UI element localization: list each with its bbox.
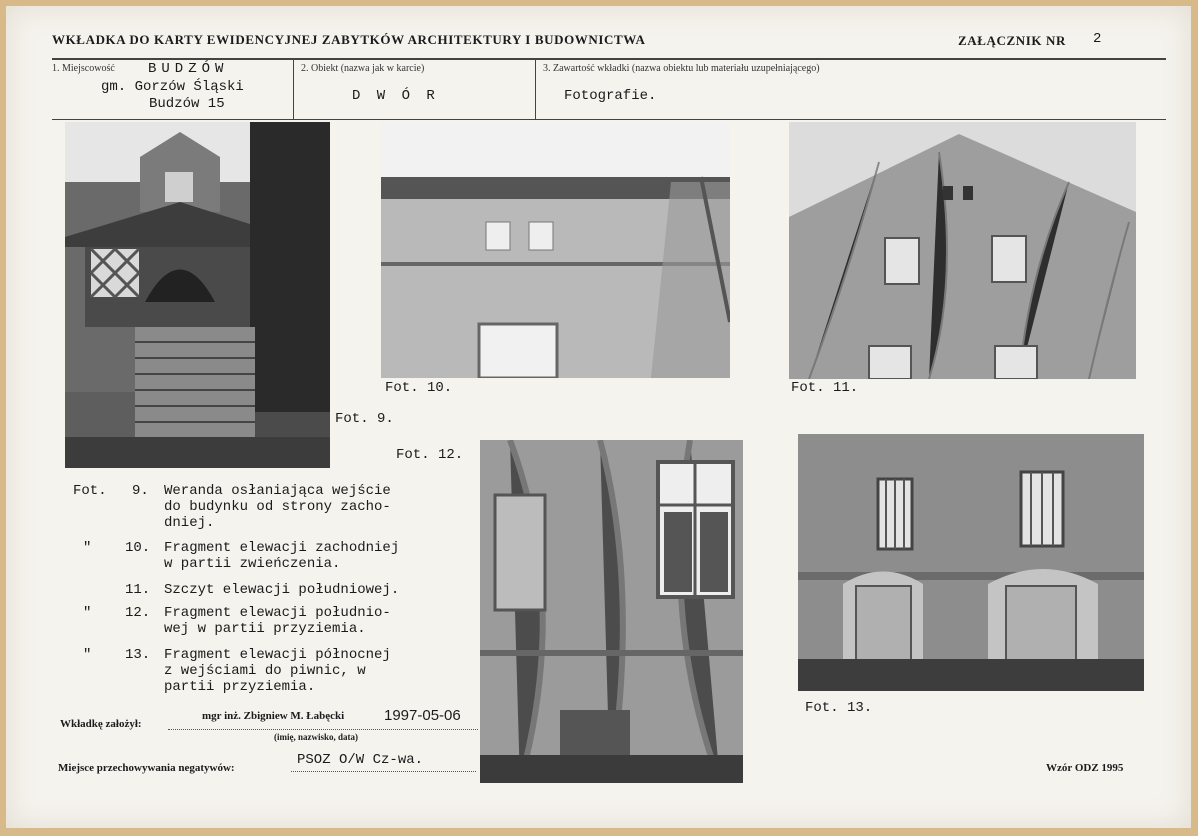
caption-fot-10: Fot. 10. bbox=[385, 380, 453, 396]
photo-12-ground-floor bbox=[480, 440, 743, 783]
contents-value: Fotografie. bbox=[564, 88, 657, 104]
author-label: Wkładkę założył: bbox=[60, 718, 142, 730]
desc-line: do budynku od strony zacho- bbox=[164, 499, 391, 515]
desc-number: 10. bbox=[125, 540, 151, 556]
caption-fot-9: Fot. 9. bbox=[335, 411, 394, 427]
desc-line: dniej. bbox=[164, 515, 215, 531]
place-address: Budzów 15 bbox=[149, 96, 225, 112]
desc-line: z wejściami do piwnic, w bbox=[164, 663, 366, 679]
author-value: mgr inż. Zbigniew M. Łabęcki bbox=[202, 710, 345, 722]
header-rule bbox=[52, 58, 1166, 60]
desc-prefix: " bbox=[83, 647, 92, 663]
storage-dotted-line bbox=[291, 771, 476, 772]
desc-line: Fragment elewacji zachodniej bbox=[164, 540, 400, 556]
date-value: 1997-05-06 bbox=[384, 707, 461, 724]
field-divider-1 bbox=[293, 60, 294, 120]
caption-fot-13: Fot. 13. bbox=[805, 700, 873, 716]
photo-11-gable bbox=[789, 122, 1136, 379]
desc-line: partii przyziemia. bbox=[164, 679, 316, 695]
author-caption: (imię, nazwisko, data) bbox=[274, 732, 358, 742]
contents-label: 3. Zawartość wkładki (nazwa obiektu lub materiału uzupełniającego) bbox=[543, 63, 820, 74]
place-municipality: gm. Gorzów Śląski bbox=[101, 79, 244, 95]
attachment-number: 2 bbox=[1093, 31, 1102, 47]
desc-number: 11. bbox=[125, 582, 151, 598]
place-value: BUDZÓW bbox=[148, 61, 229, 77]
object-value: D W Ó R bbox=[352, 88, 439, 104]
author-dotted-line bbox=[168, 729, 478, 730]
photo-13-cellar-doors bbox=[798, 434, 1144, 691]
desc-line: Fragment elewacji południo- bbox=[164, 605, 391, 621]
attachment-label: ZAŁĄCZNIK NR bbox=[958, 33, 1066, 48]
desc-number: 9. bbox=[132, 483, 149, 499]
record-sheet bbox=[6, 6, 1191, 828]
place-label: 1. Miejscowość bbox=[52, 63, 115, 74]
storage-value: PSOZ O/W Cz-wa. bbox=[297, 752, 424, 768]
storage-label: Miejsce przechowywania negatywów: bbox=[58, 762, 235, 774]
desc-number: 12. bbox=[125, 605, 151, 621]
caption-fot-12: Fot. 12. bbox=[396, 447, 464, 463]
desc-line: Fragment elewacji północnej bbox=[164, 647, 391, 663]
desc-prefix: " bbox=[83, 540, 92, 556]
fields-rule bbox=[52, 119, 1166, 120]
sheet-title: WKŁADKA DO KARTY EWIDENCYJNEJ ZABYTKÓW ARCHITEKTURY I BUDOWNICTWA bbox=[52, 32, 646, 47]
desc-line: wej w partii przyziemia. bbox=[164, 621, 366, 637]
desc-prefix: Fot. bbox=[73, 483, 107, 499]
form-code: Wzór ODZ 1995 bbox=[1046, 762, 1124, 774]
desc-line: w partii zwieńczenia. bbox=[164, 556, 341, 572]
field-divider-2 bbox=[535, 60, 536, 120]
desc-line: Szczyt elewacji południowej. bbox=[164, 582, 400, 598]
desc-prefix: " bbox=[83, 605, 92, 621]
desc-number: 13. bbox=[125, 647, 151, 663]
object-label: 2. Obiekt (nazwa jak w karcie) bbox=[301, 63, 425, 74]
photo-9-veranda bbox=[65, 122, 330, 468]
photo-10-cornice bbox=[381, 122, 730, 378]
caption-fot-11: Fot. 11. bbox=[791, 380, 859, 396]
desc-line: Weranda osłaniająca wejście bbox=[164, 483, 391, 499]
